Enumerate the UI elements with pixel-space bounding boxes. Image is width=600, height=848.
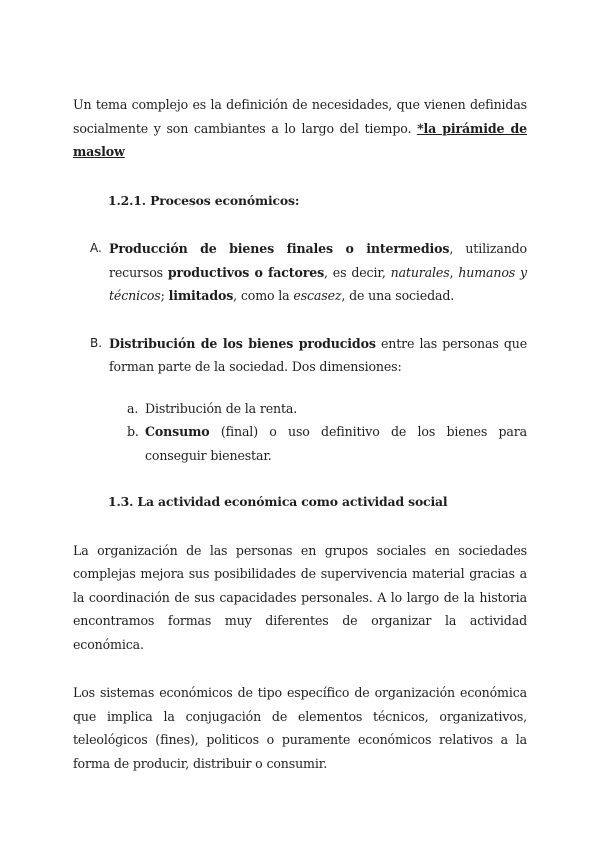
maslow-link[interactable]: *la pirámide de maslow <box>73 120 528 159</box>
list-marker: B. <box>90 335 103 350</box>
sub-marker: b. <box>127 424 139 439</box>
sub-item-b-text: (final) o uso definitivo de los bienes para conseguir bienestar. <box>145 424 527 463</box>
paragraph-sistemas: Los sistemas económicos de tipo específico de organización económica que implica la conjugación de elementos técnicos, organizativos, teleológicos (fines), politicos o puramente económicos relativos a la forma de producir, distribuir o consumir. <box>73 685 527 771</box>
list-marker: A. <box>90 241 102 255</box>
intro-text: Un tema complejo es la definición de necesidades, que vienen definidas socialmente y son cambiantes a lo largo del tiempo. <box>73 97 527 136</box>
sub-item-a-text: Distribución de la renta. <box>145 400 298 416</box>
paragraph-organizacion: La organización de las personas en grupos sociales en sociedades complejas mejora sus posibilidades de supervivencia material gracias a la coordinación de sus capacidades personales. A lo largo de la historia encontramos formas muy diferentes de organizar la actividad económica. <box>73 542 527 652</box>
section-heading-1-3: 1.3. La actividad económica como actividad social <box>108 494 448 509</box>
sub-item-a <box>127 397 527 421</box>
sub-marker: a. <box>127 400 139 416</box>
list-item-a-text: Producción de bienes finales o intermedios, utilizando recursos productivos o factores, es decir, naturales, humanos y técnicos; limitados, como la escasez, de una sociedad. <box>109 241 527 303</box>
list-item-b-text: Distribución de los bienes producidos entre las personas que forman parte de la sociedad. Dos dimensiones: <box>109 335 528 374</box>
dimensions-sublist <box>73 397 527 468</box>
process-list <box>73 237 527 379</box>
sub-list-wrapper <box>73 397 527 468</box>
sub-item-b-bold: Consumo <box>145 424 210 439</box>
list-item-b <box>90 332 528 379</box>
intro-paragraph <box>73 93 527 164</box>
list-item-a <box>90 237 527 308</box>
sub-item-b <box>127 420 527 467</box>
section-heading-1-2-1: 1.2.1. Procesos económicos: <box>108 192 300 208</box>
